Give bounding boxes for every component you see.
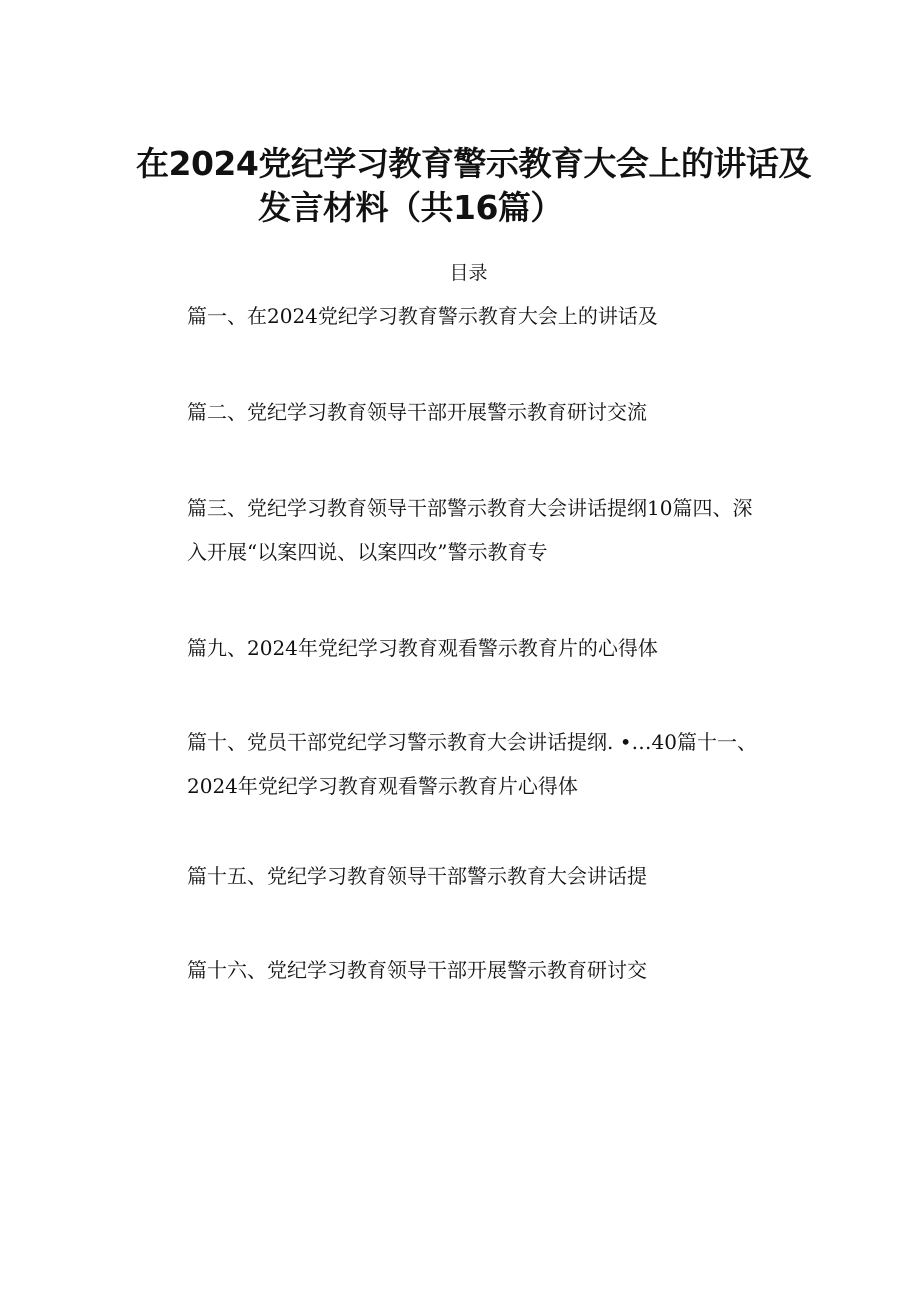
toc-entry-line: 篇十六、党纪学习教育领导干部开展警示教育研讨交 [187,958,647,982]
toc-entry-line: 篇一、在2024党纪学习教育警示教育大会上的讲话及 [187,304,658,328]
toc-entry-4 [187,626,827,670]
toc-entry-6 [187,854,827,898]
toc-entry-3 [187,486,827,574]
toc-entry-line: 篇十、党员干部党纪学习警示教育大会讲话提纲. •…40篇十一、 [187,730,757,754]
toc-entry-line: 篇三、党纪学习教育领导干部警示教育大会讲话提纲10篇四、深 [187,496,753,520]
toc-entry-2 [187,390,827,434]
toc-entry-line: 2024年党纪学习教育观看警示教育片心得体 [187,774,578,798]
toc-entry-7 [187,948,827,992]
toc-entry-line: 篇九、2024年党纪学习教育观看警示教育片的心得体 [187,636,658,660]
document-title-line-2: 发言材料（共16篇） [258,188,563,227]
toc-entry-line: 篇二、党纪学习教育领导干部开展警示教育研讨交流 [187,400,647,424]
toc-entry-5 [187,720,827,808]
toc-entry-line: 篇十五、党纪学习教育领导干部警示教育大会讲话提 [187,864,647,888]
toc-entry-1 [187,294,827,338]
toc-heading: 目录 [449,262,488,284]
document-title-line-1: 在2024党纪学习教育警示教育大会上的讲话及 [136,144,811,183]
toc-entry-line: 入开展“以案四说、以案四改”警示教育专 [187,540,548,564]
